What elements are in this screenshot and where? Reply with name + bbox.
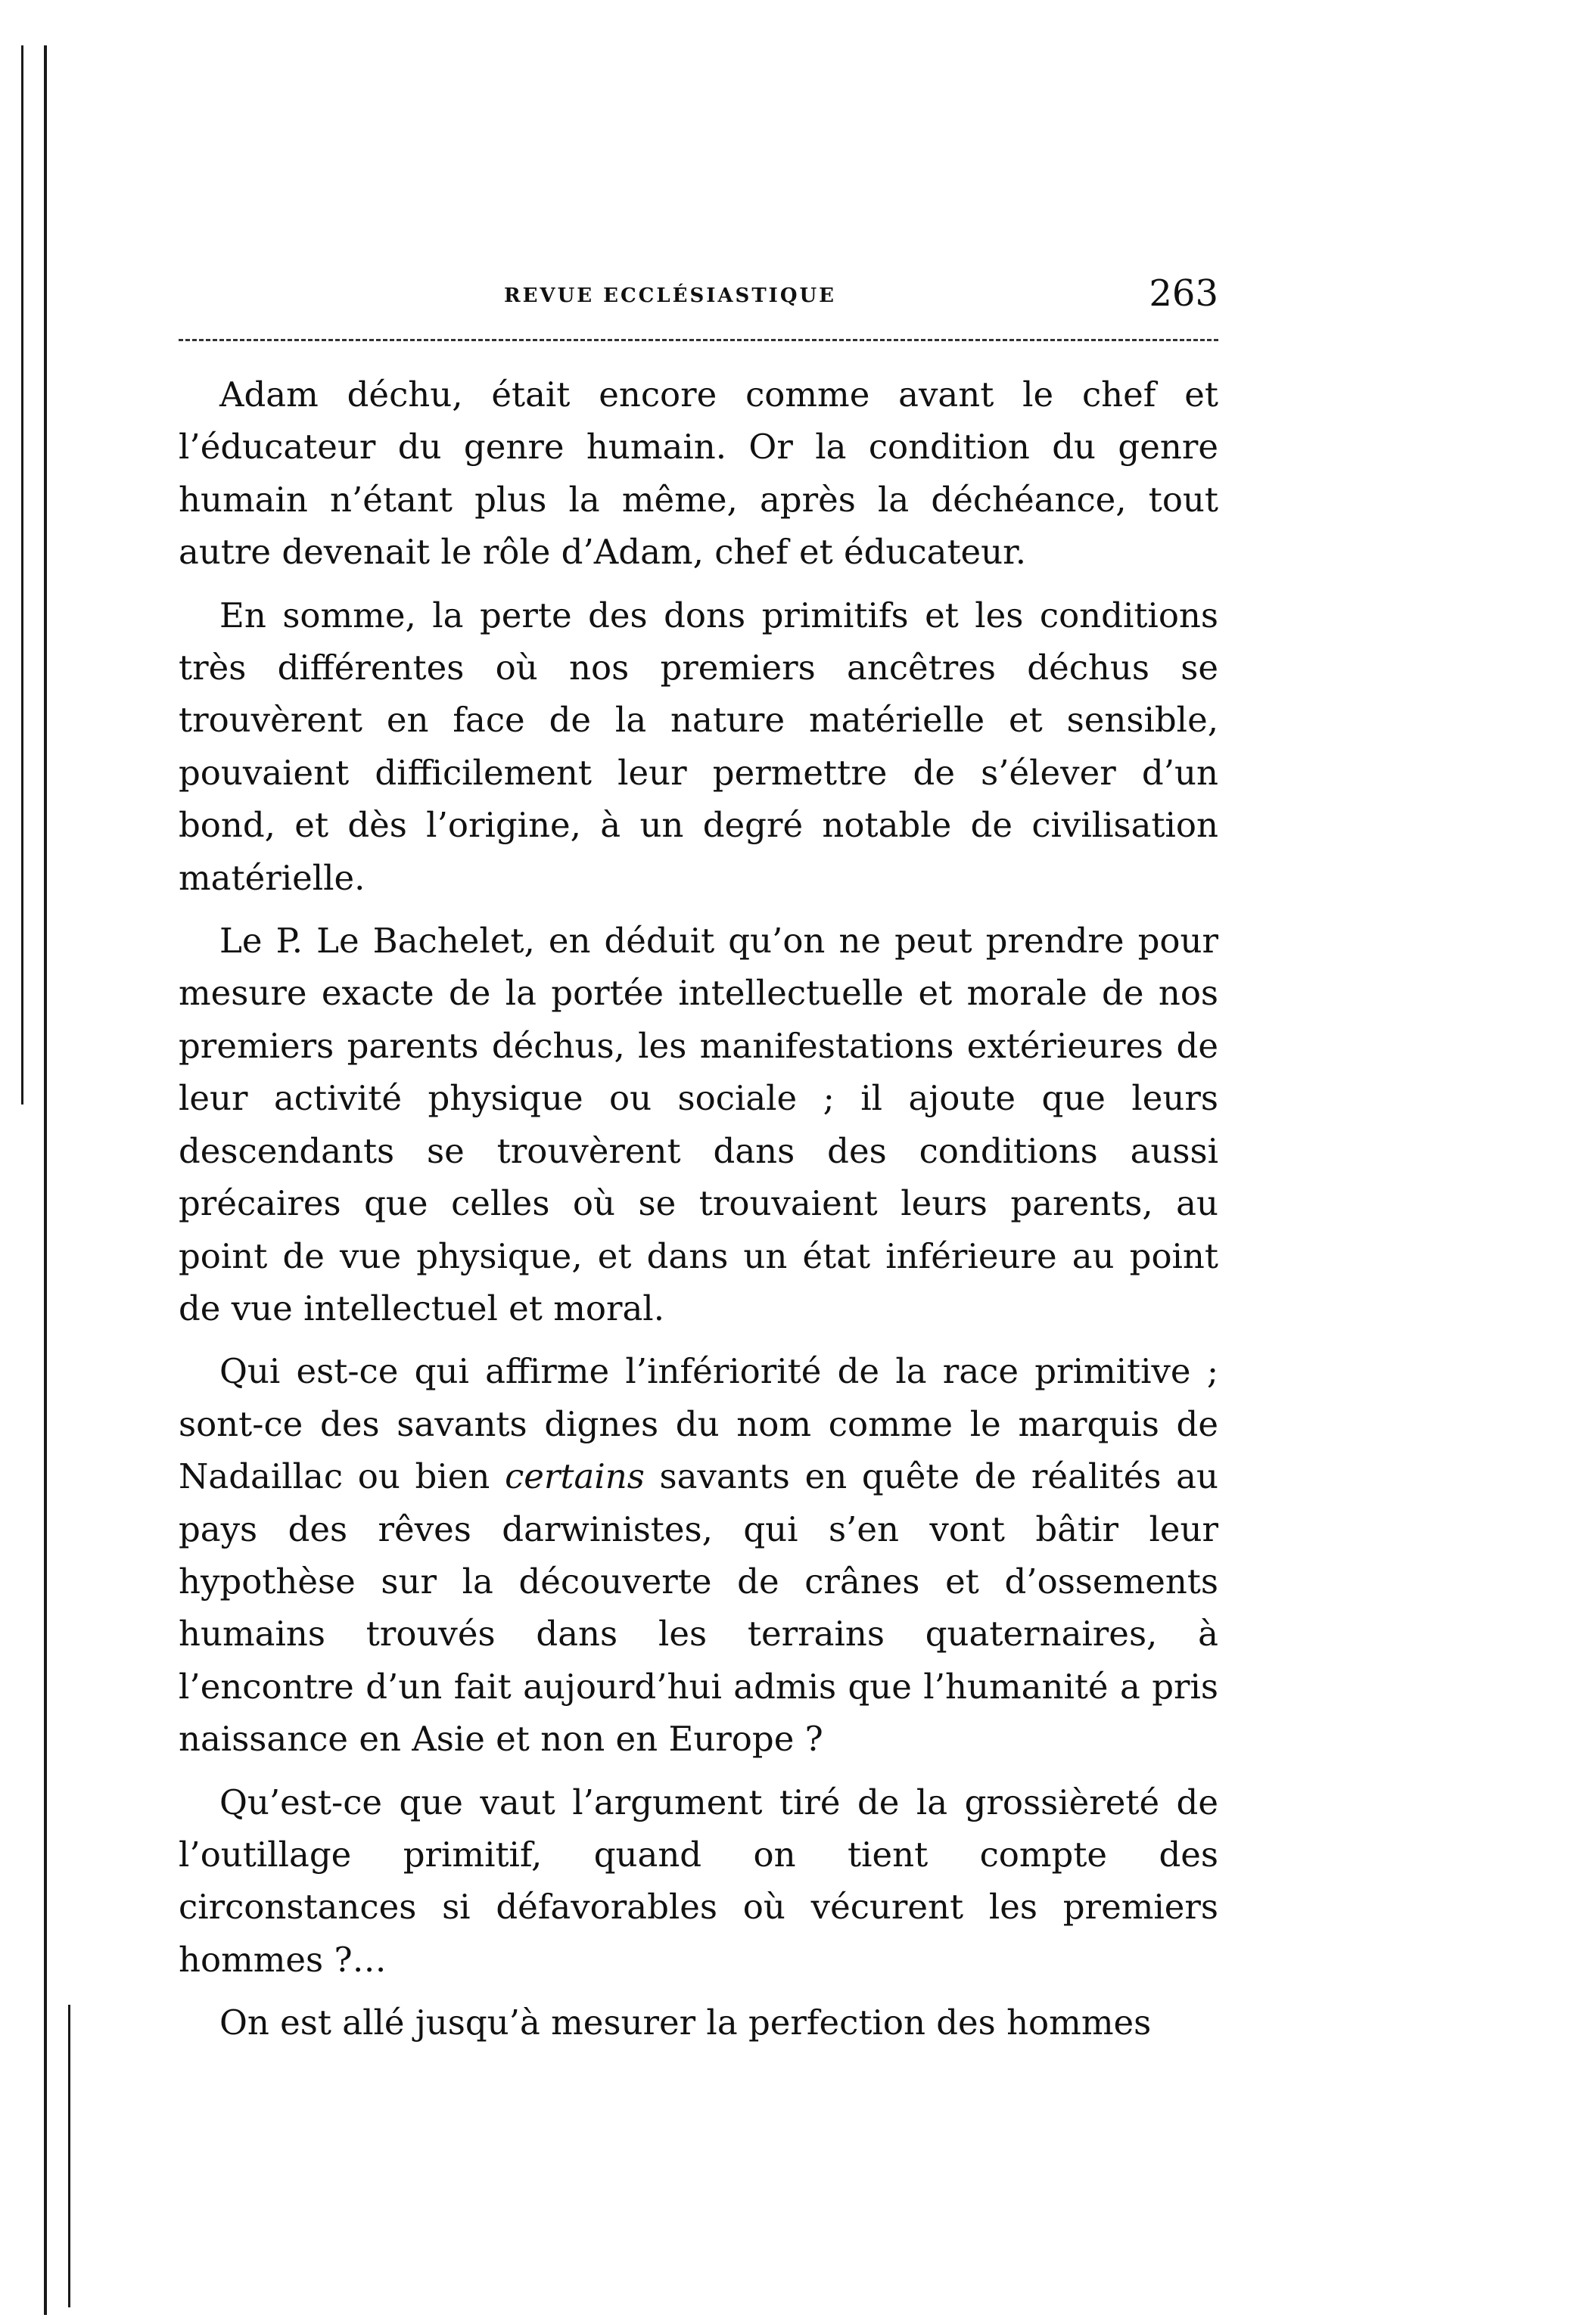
paragraph-text: Qui est-ce qui affirme l’infériorité de la race primitive ; sont-ce des savants dignes du nom comme le marquis de Nadaillac ou bien [179, 1351, 1218, 1497]
page [179, 272, 1218, 2060]
paragraph [179, 1345, 1218, 1765]
running-title: REVUE ECCLÉSIASTIQUE [504, 284, 836, 307]
binding-edge-line [68, 2005, 70, 2307]
body-text [179, 368, 1218, 2049]
page-header [179, 272, 1218, 333]
header-rule [179, 339, 1218, 341]
paragraph: Adam déchu, était encore comme avant le chef et l’éducateur du genre humain. Or la condition du genre humain n’étant plus la même, après la déchéance, tout autre devenait le rôle d’Adam, chef et éducateur. [179, 374, 1218, 573]
paragraph-text: savants en quête de réalités au pays des rêves darwinistes, qui s’en vont bâtir leur hypothèse sur la découverte de crânes et d’ossements humains trouvés dans les terrains quaternaires, à l’encontre d’un fait aujourd’hui admis que l’humanité a pris naissance en Asie et non en Europe ? [179, 1456, 1218, 1760]
paragraph-italic-text: certains [505, 1456, 645, 1497]
paragraph: En somme, la perte des dons primitifs et les conditions très différentes où nos premiers ancêtres déchus se trouvèrent en face de la nature matérielle et sensible, pouvaient difficilement leur permettre de s’élever d’un bond, et dès l’origine, à un degré notable de civilisation matérielle. [179, 595, 1218, 898]
binding-edge-line [44, 45, 47, 2315]
binding-edge-line [21, 45, 23, 1105]
paragraph: On est allé jusqu’à mesurer la perfection des hommes [219, 2002, 1152, 2043]
paragraph: Qu’est-ce que vaut l’argument tiré de la grossièreté de l’outillage primitif, quand on tient compte des circonstances si défavorables où vécurent les premiers hommes ?… [179, 1782, 1218, 1980]
page-number: 263 [1149, 272, 1218, 315]
paragraph: Le P. Le Bachelet, en déduit qu’on ne peut prendre pour mesure exacte de la portée intellectuelle et morale de nos premiers parents déchus, les manifestations extérieures de leur activité physique ou sociale ; il ajoute que leurs descendants se trouvèrent dans des conditions aussi précaires que celles où se trouvaient leurs parents, au point de vue physique, et dans un état inférieure au point de vue intellectuel et moral. [179, 921, 1218, 1328]
